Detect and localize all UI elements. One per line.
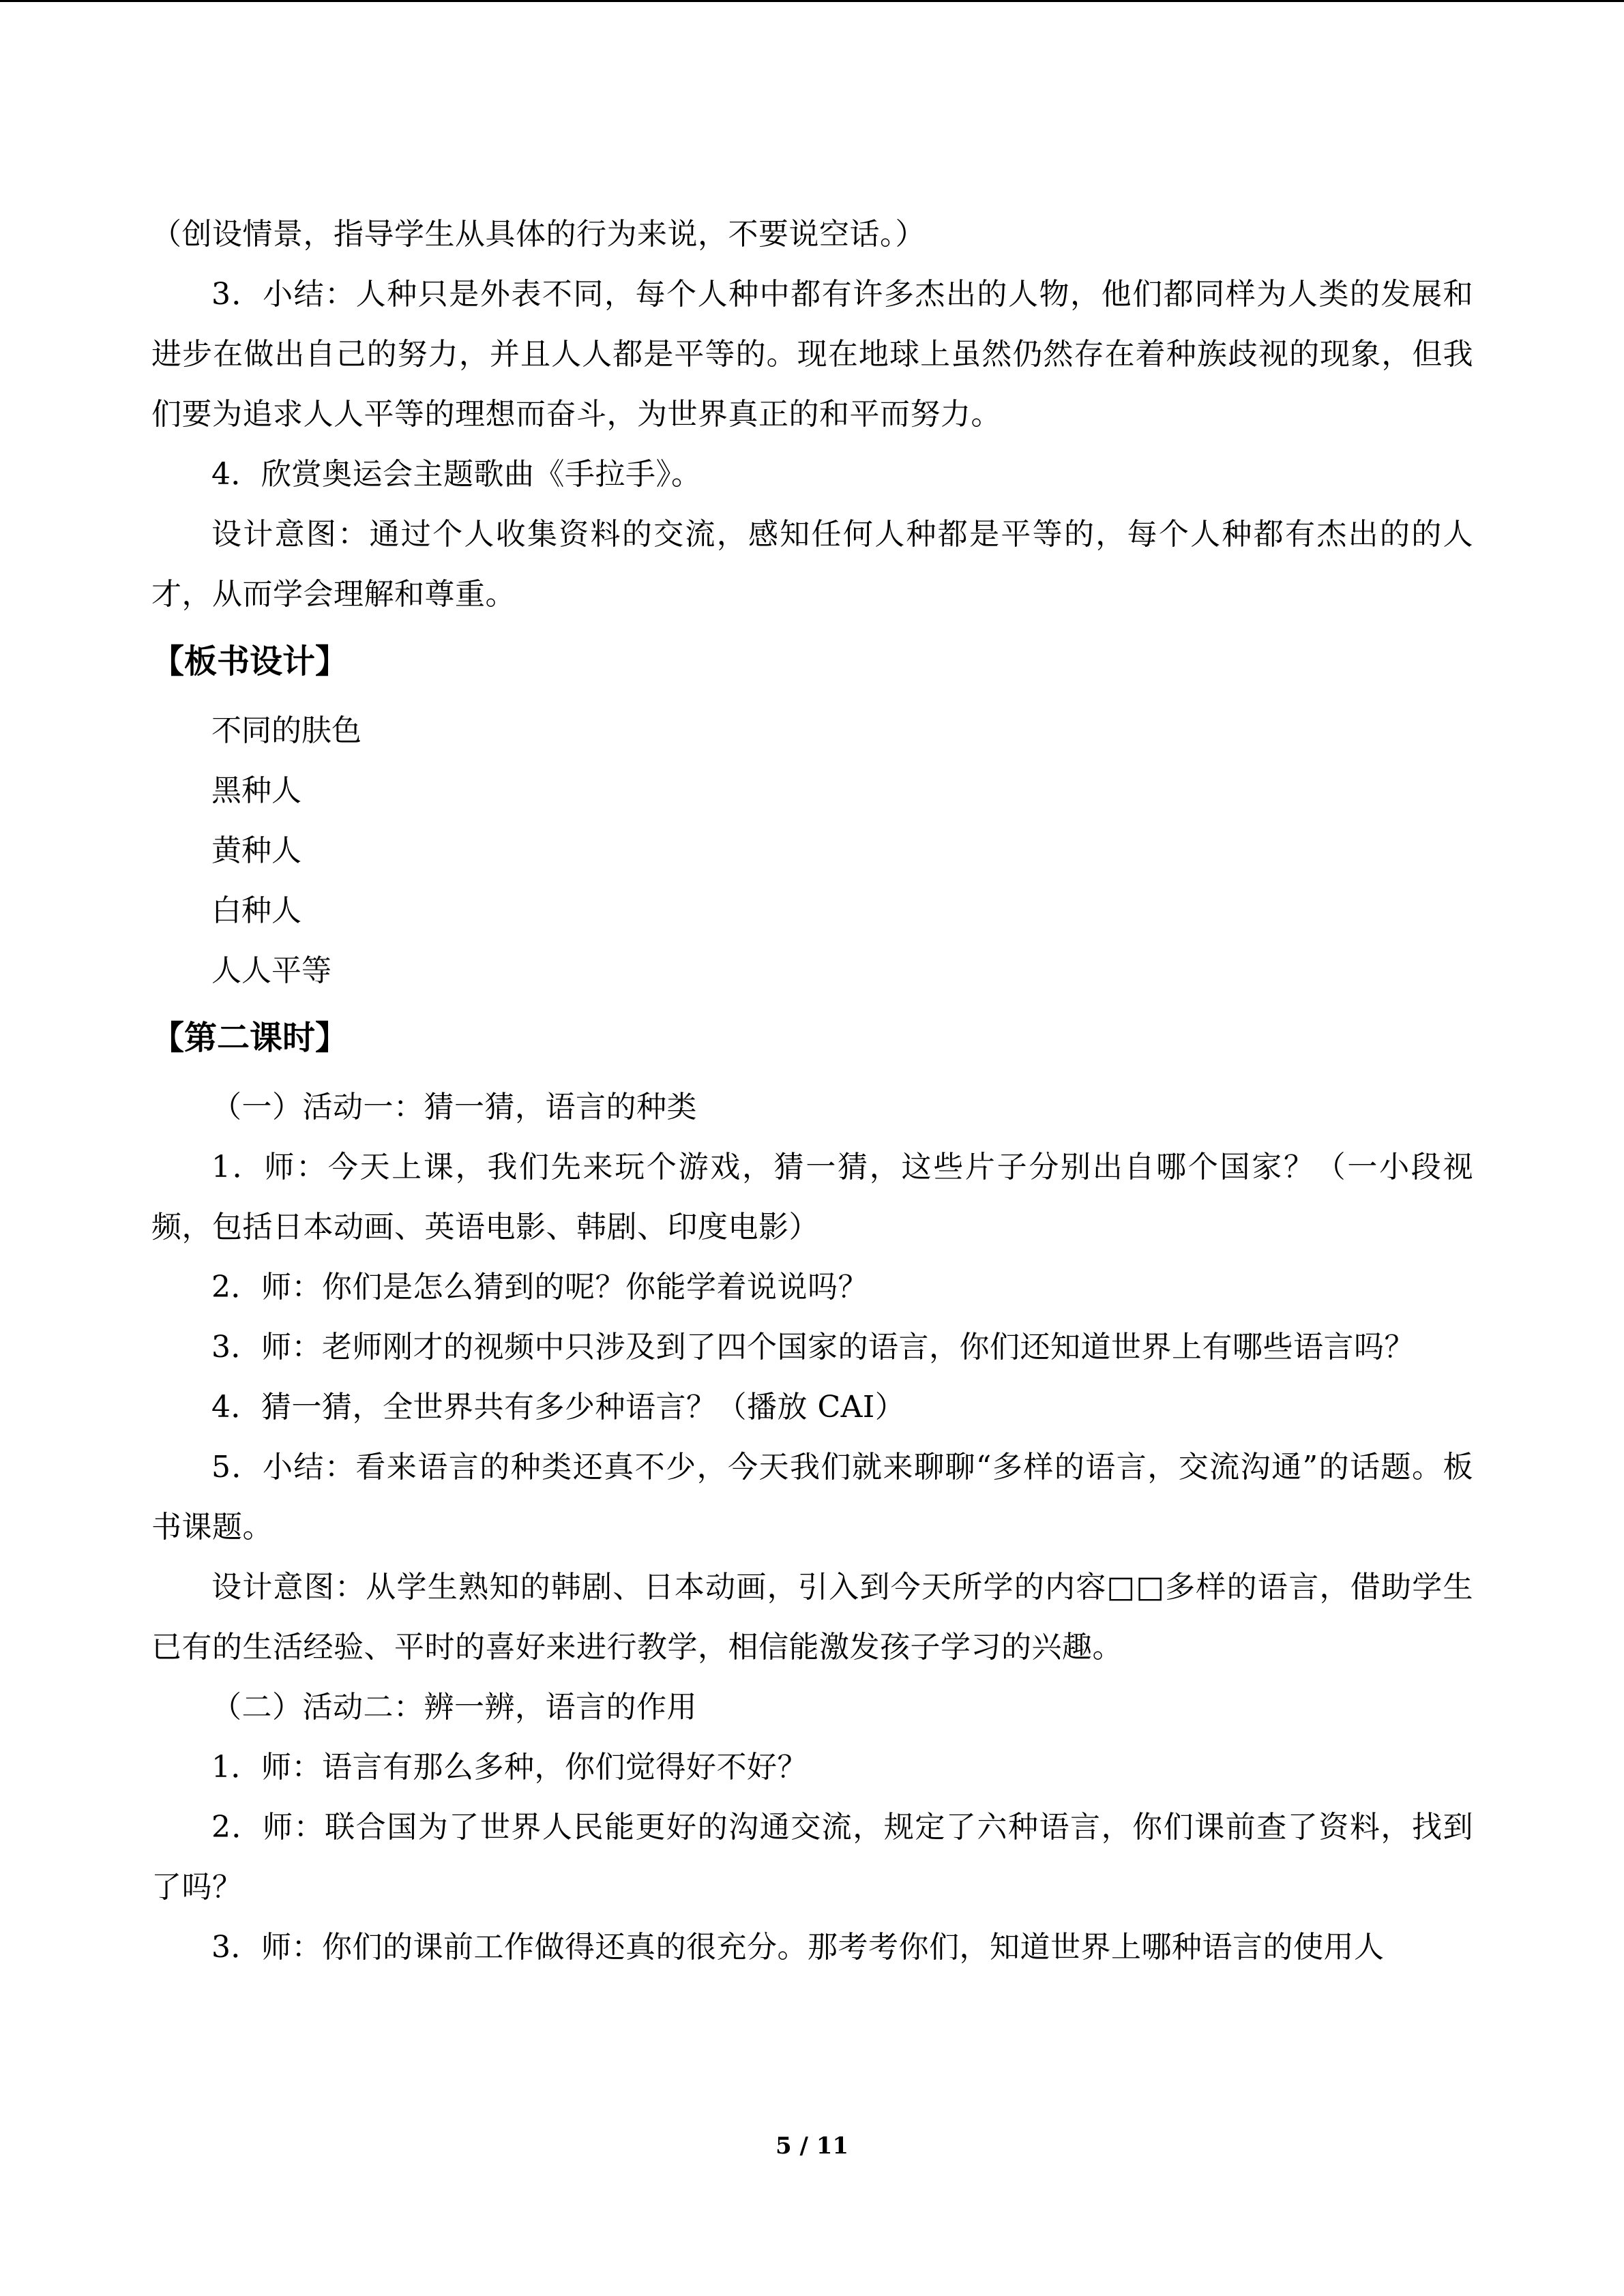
board-item: 不同的肤色	[211, 713, 361, 748]
board-design-heading: 【板书设计】	[151, 642, 349, 681]
paragraph-song: 4．欣赏奥运会主题歌曲《手拉手》。	[211, 457, 702, 492]
paragraph-step: 5．小结：看来语言的种类还真不少，今天我们就来聊聊“多样的语言，交流沟通”的话题。板书课题。	[151, 1450, 1473, 1545]
page-number: 5 / 11	[775, 2132, 849, 2160]
paragraph-summary: 3．小结：人种只是外表不同，每个人种中都有许多杰出的人物，他们都同样为人类的发展和进步在做出自己的努力，并且人人都是平等的。现在地球上虽然仍然存在着种族歧视的现象，但我们要为追求人人平等的理想而奋斗，为世界真正的和平而努力。	[151, 277, 1473, 432]
board-item: 黑种人	[211, 773, 301, 808]
board-item: 白种人	[211, 893, 301, 928]
board-item: 黄种人	[211, 833, 301, 868]
paragraph-step: 1．师：语言有那么多种，你们觉得好不好？	[211, 1750, 808, 1785]
second-lesson-heading: 【第二课时】	[151, 1019, 349, 1057]
top-border-line	[0, 0, 1624, 2]
board-item: 人人平等	[211, 953, 331, 988]
document-page	[151, 205, 1473, 1978]
activity-1-title: （一）活动一：猜一猜，语言的种类	[211, 1090, 697, 1124]
paragraph-step: 1．师：今天上课，我们先来玩个游戏，猜一猜，这些片子分别出自哪个国家？（一小段视频，包括日本动画、英语电影、韩剧、印度电影）	[151, 1150, 1473, 1244]
paragraph-design-intent-1: 设计意图：通过个人收集资料的交流，感知任何人种都是平等的，每个人种都有杰出的的人才，从而学会理解和尊重。	[151, 517, 1473, 612]
paragraph-step: 2．师：联合国为了世界人民能更好的沟通交流，规定了六种语言，你们课前查了资料，找到了吗？	[151, 1810, 1473, 1905]
paragraph-step: 2．师：你们是怎么猜到的呢？你能学着说说吗？	[211, 1270, 868, 1304]
paragraph-step: 3．师：老师刚才的视频中只涉及到了四个国家的语言，你们还知道世界上有哪些语言吗？	[211, 1330, 1415, 1365]
activity-2-title: （二）活动二：辨一辨，语言的作用	[211, 1690, 697, 1725]
paragraph-scenario-note: （创设情景，指导学生从具体的行为来说，不要说空话。）	[151, 217, 926, 252]
paragraph-step: 4．猜一猜，全世界共有多少种语言？（播放 CAI）	[211, 1390, 906, 1425]
paragraph-design-intent-2: 设计意图：从学生熟知的韩剧、日本动画，引入到今天所学的内容□□多样的语言，借助学生已有的生活经验、平时的喜好来进行教学，相信能激发孩子学习的兴趣。	[151, 1570, 1473, 1665]
paragraph-step: 3．师：你们的课前工作做得还真的很充分。那考考你们，知道世界上哪种语言的使用人	[211, 1930, 1385, 1965]
